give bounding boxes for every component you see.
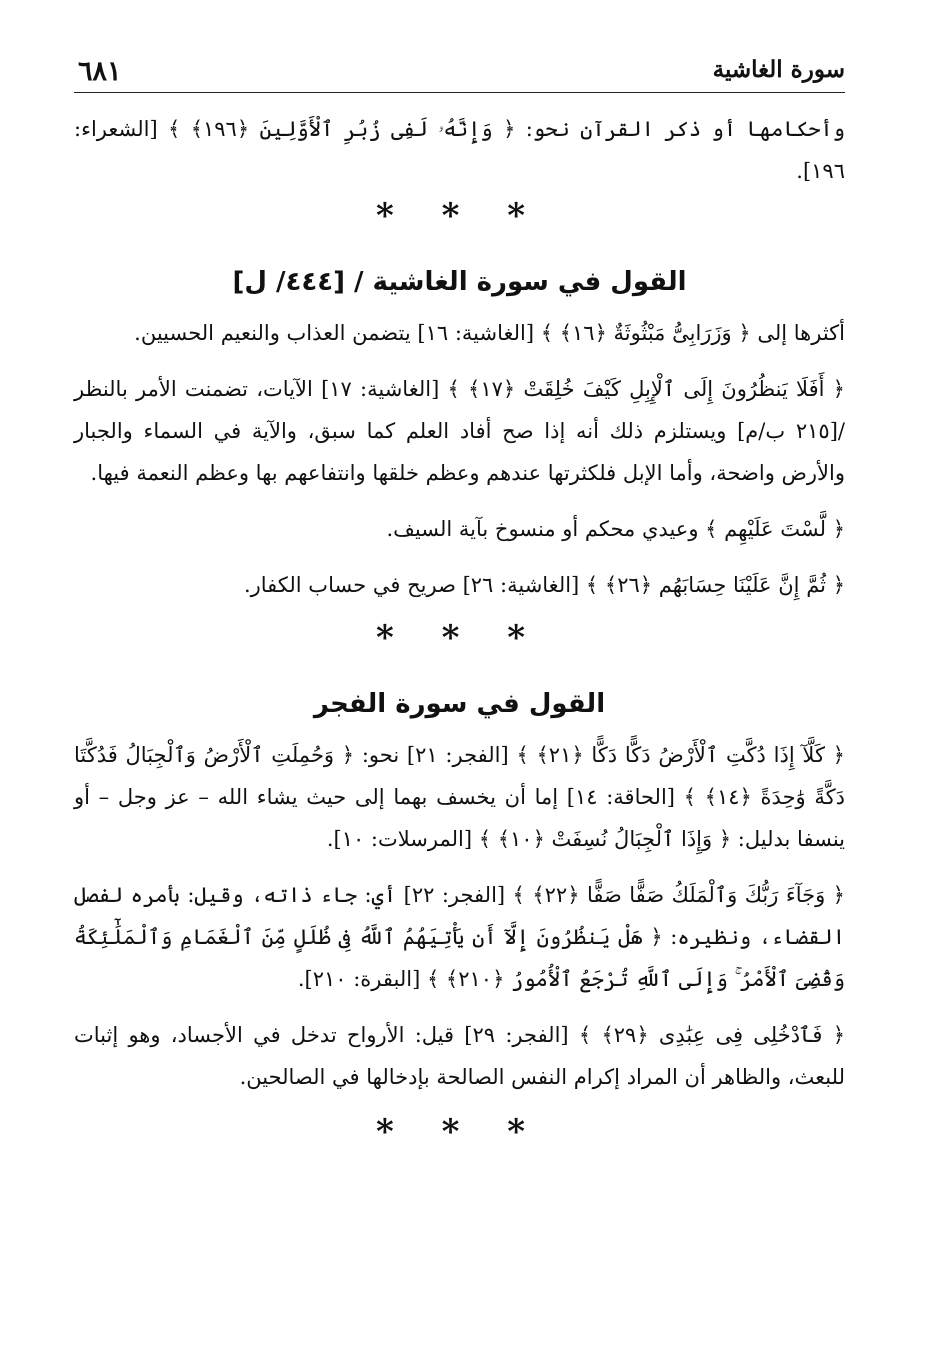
page-number: ٦٨١	[78, 56, 122, 87]
paragraph-0: وأحكامها أو ذكر القرآن نحو: ﴿ وَإِنَّهُۥ لَفِى زُبُرِ ٱلْأَوَّلِينَ ﴿١٩٦﴾ ﴾ [الشعراء: ١٩٦].	[74, 117, 845, 183]
paragraph-6: ﴿ وَجَآءَ رَبُّكَ وَٱلْمَلَكُ صَفًّا صَفًّا ﴿٢٢﴾ ﴾ [الفجر: ٢٢] أي: جاء ذاته، وقيل: بأمره لفصل القضاء، ونظيره: ﴿ هَلْ يَنظُرُونَ إِلَّآ أَن يَأْتِيَهُمُ ٱللَّهُ فِى ظُلَلٍ مِّنَ ٱلْغَمَامِ وَٱلْمَلَٰٓئِكَةُ وَقُضِىَ ٱلْأَمْرُ ۚ وَإِلَى ٱللَّهِ تُرْجَعُ ٱلْأُمُورُ ﴿٢١٠﴾ ﴾ [البقرة: ٢١٠].	[74, 883, 845, 991]
paragraph-1: أكثرها إلى ﴿ وَزَرَابِىُّ مَبْثُوثَةٌ ﴿١٦﴾ ﴾ [الغاشية: ١٦] يتضمن العذاب والنعيم الحسيين.	[134, 321, 845, 345]
section-heading-ghashiya: القول في سورة الغاشية / [٤٤٤/ ل]	[232, 267, 687, 297]
section-separator-2: * * *	[375, 618, 543, 658]
page-header	[74, 52, 845, 93]
section-heading-fajr: القول في سورة الفجر	[313, 689, 606, 719]
section-separator-1: * * *	[375, 196, 543, 236]
paragraph-4: ﴿ ثُمَّ إِنَّ عَلَيْنَا حِسَابَهُم ﴿٢٦﴾ ﴾ [الغاشية: ٢٦] صريح في حساب الكفار.	[243, 573, 845, 597]
paragraph-7: ﴿ فَٱدْخُلِى فِى عِبَٰدِى ﴿٢٩﴾ ﴾ [الفجر: ٢٩] قيل: الأرواح تدخل في الأجساد، وهو إثبات للبعث، والظاهر أن المراد إكرام النفس الصالحة بإدخالها في الصالحين.	[74, 1023, 846, 1089]
page-body	[74, 108, 845, 1164]
section-separator-3: * * *	[375, 1112, 543, 1152]
paragraph-2: ﴿ أَفَلَا يَنظُرُونَ إِلَى ٱلْإِبِلِ كَيْفَ خُلِقَتْ ﴿١٧﴾ ﴾ [الغاشية: ١٧] الآيات، تضمنت الأمر بالنظر /[٢١٥ ب/م] ويستلزم ذلك أنه إذا صح أفاد العلم كما سبق، والآية في السماء والجبار والأرض واضحة، وأما الإبل فلكثرتها عندهم وعظم خلقها وانتفاعهم بها وعظم النعمة فيها.	[74, 377, 845, 485]
running-title: سورة الغاشية	[712, 56, 845, 83]
paragraph-5: ﴿ كَلَّآ إِذَا دُكَّتِ ٱلْأَرْضُ دَكًّا دَكًّا ﴿٢١﴾ ﴾ [الفجر: ٢١] نحو: ﴿ وَحُمِلَتِ ٱلْأَرْضُ وَٱلْجِبَالُ فَدُكَّتَا دَكَّةً وَٰحِدَةً ﴿١٤﴾ ﴾ [الحاقة: ١٤] إما أن يخسف بهما إلى حيث يشاء الله – عز وجل – أو ينسفا بدليل: ﴿ وَإِذَا ٱلْجِبَالُ نُسِفَتْ ﴿١٠﴾ ﴾ [المرسلات: ١٠].	[74, 743, 845, 851]
paragraph-3: ﴿ لَّسْتَ عَلَيْهِم ﴾ وعيدي محكم أو منسوخ بآية السيف.	[386, 517, 845, 541]
